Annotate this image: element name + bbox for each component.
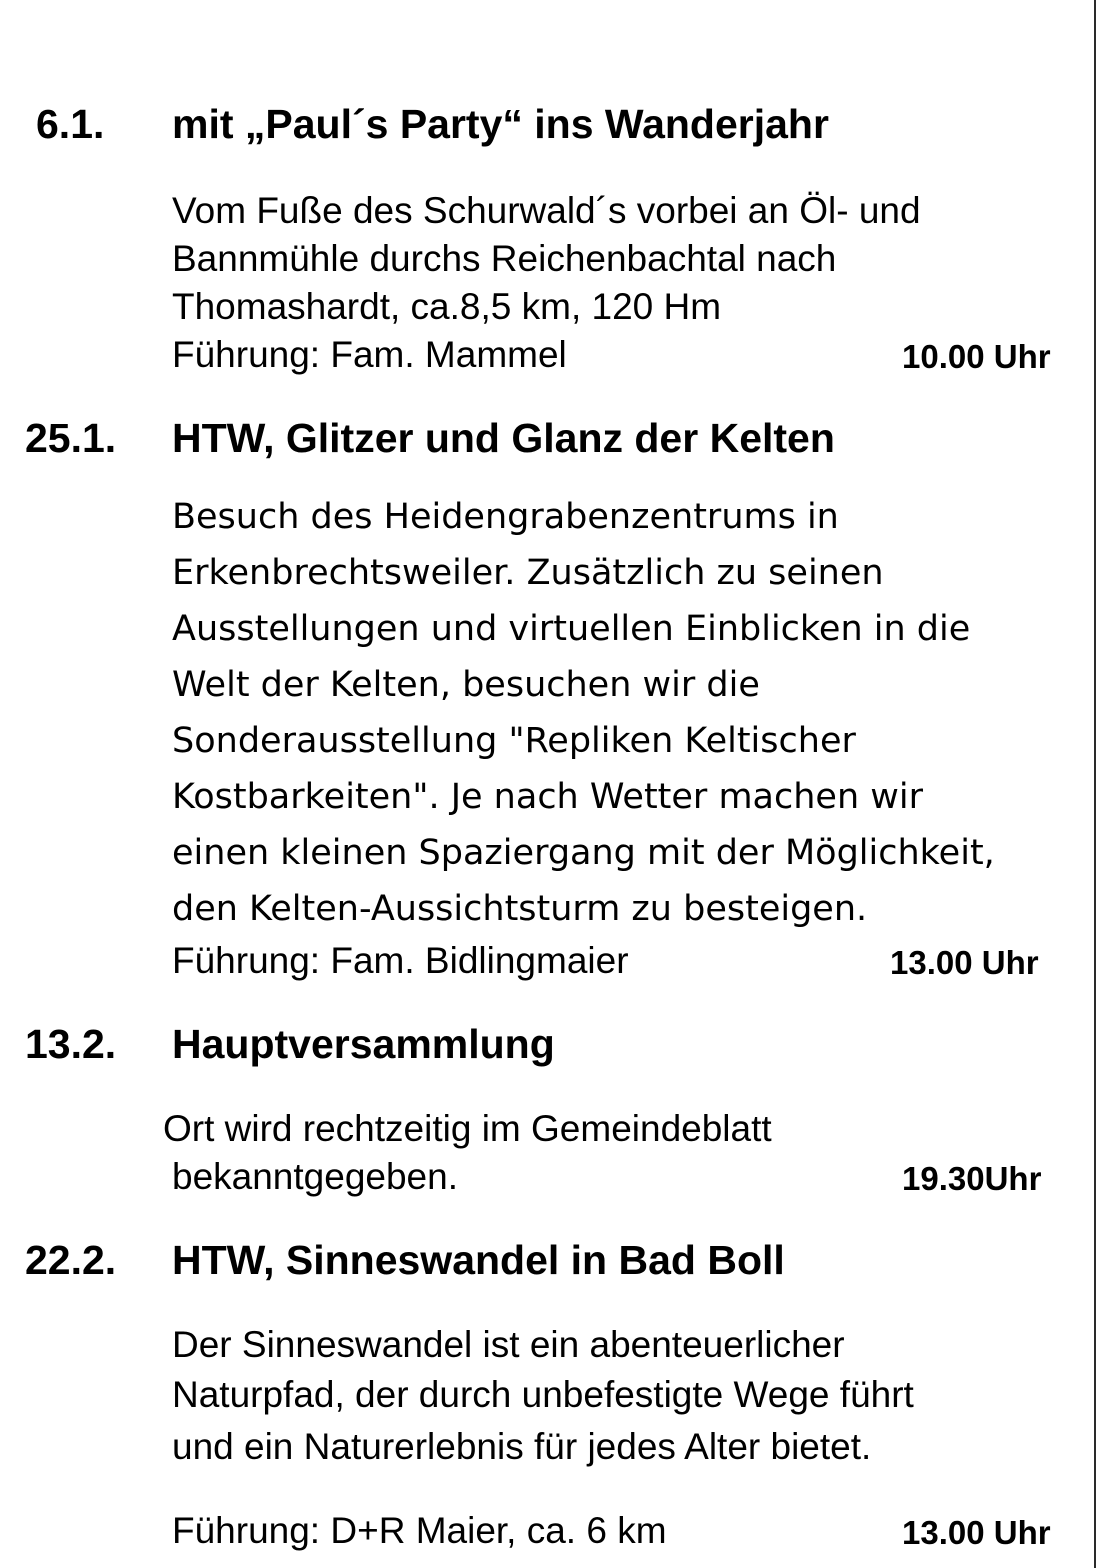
- event-description-line: Bannmühle durchs Reichenbachtal nach: [172, 238, 837, 279]
- event-time: 19.30Uhr: [902, 1160, 1042, 1197]
- event-description-line: den Kelten-Aussichtsturm zu besteigen.: [172, 889, 868, 929]
- event-date: 22.2.: [25, 1237, 117, 1283]
- event-title: Hauptversammlung: [172, 1021, 555, 1067]
- event-description-line: Der Sinneswandel ist ein abenteuerlicher: [172, 1324, 845, 1365]
- event-description-line: Welt der Kelten, besuchen wir die: [172, 665, 760, 705]
- event-description-line: Kostbarkeiten". Je nach Wetter machen wir: [172, 777, 923, 817]
- event-time: 13.00 Uhr: [902, 1514, 1051, 1551]
- event-description-line: und ein Naturerlebnis für jedes Alter bietet.: [172, 1426, 872, 1467]
- page-edge-bar: [1094, 0, 1096, 1568]
- event-description-line: bekanntgegeben.: [172, 1156, 458, 1197]
- event-description-line: Besuch des Heidengrabenzentrums in: [172, 497, 839, 537]
- event-description-line: Vom Fuße des Schurwald´s vorbei an Öl- und: [172, 190, 921, 231]
- event-title: mit „Paul´s Party“ ins Wanderjahr: [172, 101, 829, 147]
- event-guide: Führung: Fam. Mammel: [172, 334, 567, 375]
- event-description-line: Sonderausstellung "Repliken Keltischer: [172, 721, 856, 761]
- event-description-line: Ort wird rechtzeitig im Gemeindeblatt: [163, 1108, 772, 1149]
- event-guide: Führung: D+R Maier, ca. 6 km: [172, 1510, 667, 1551]
- event-guide: Führung: Fam. Bidlingmaier: [172, 940, 629, 981]
- event-date: 6.1.: [36, 101, 105, 147]
- event-description-line: Naturpfad, der durch unbefestigte Wege führt: [172, 1374, 914, 1415]
- event-description-line: Ausstellungen und virtuellen Einblicken in die: [172, 609, 971, 649]
- event-description-line: Erkenbrechtsweiler. Zusätzlich zu seinen: [172, 553, 884, 593]
- event-date: 13.2.: [25, 1021, 117, 1067]
- event-time: 13.00 Uhr: [890, 944, 1039, 981]
- event-time: 10.00 Uhr: [902, 338, 1051, 375]
- event-description-line: Thomashardt, ca.8,5 km, 120 Hm: [172, 286, 722, 327]
- event-date: 25.1.: [25, 415, 117, 461]
- event-title: HTW, Glitzer und Glanz der Kelten: [172, 415, 835, 461]
- event-description-line: einen kleinen Spaziergang mit der Möglichkeit,: [172, 833, 995, 873]
- event-title: HTW, Sinneswandel in Bad Boll: [172, 1237, 785, 1283]
